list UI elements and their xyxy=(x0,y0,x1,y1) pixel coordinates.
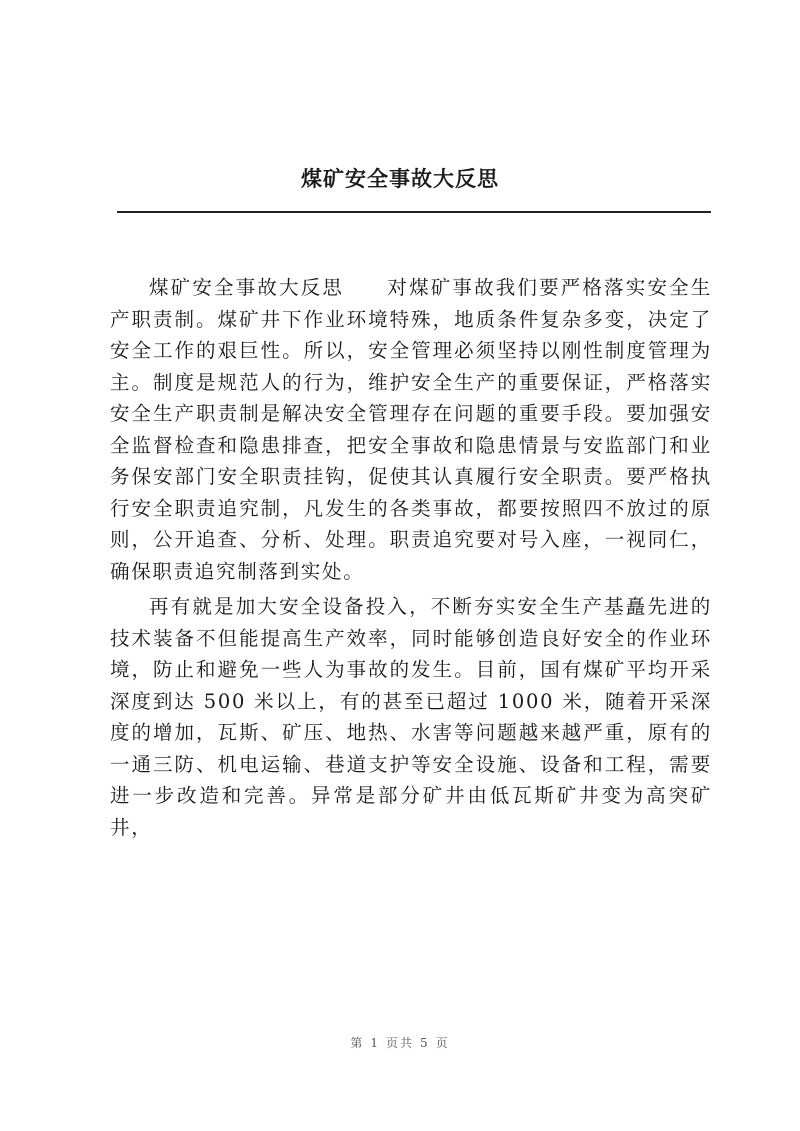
footer-suffix: 页 xyxy=(435,1036,450,1050)
footer-prefix: 第 xyxy=(350,1036,365,1050)
title-underline xyxy=(117,211,711,213)
document-body xyxy=(110,272,712,843)
footer-middle: 页共 xyxy=(385,1036,414,1050)
footer-total-pages: 5 xyxy=(420,1036,430,1050)
document-title: 煤矿安全事故大反思 xyxy=(301,167,499,191)
page-footer xyxy=(0,1034,800,1051)
paragraph-2: 再有就是加大安全设备投入，不断夯实安全生产基矗先进的技术装备不但能提高生产效率，同时能够创造良好安全的作业环境，防止和避免一些人为事故的发生。目前，国有煤矿平均开采深度到达 500 米以上，有的甚至已超过 1000 米，随着开采深度的增加，瓦斯、矿压、地热、水害等问题越来越严重，原有的一通三防、机电运输、巷道支护等安全设施、设备和工程，需要进一步改造和完善。异常是部分矿井由低瓦斯矿井变为高突矿井， xyxy=(110,595,712,839)
paragraph-1: 煤矿安全事故大反思 对煤矿事故我们要严格落实安全生产职责制。煤矿井下作业环境特殊，地质条件复杂多变，决定了安全工作的艰巨性。所以，安全管理必须坚持以刚性制度管理为主。制度是规范人的行为，维护安全生产的重要保证，严格落实安全生产职责制是解决安全管理存在问题的重要手段。要加强安全监督检查和隐患排查，把安全事故和隐患情景与安监部门和业务保安部门安全职责挂钩，促使其认真履行安全职责。要严格执行安全职责追究制，凡发生的各类事故，都要按照四不放过的原则，公开追查、分析、处理。职责追究要对号入座，一视同仁，确保职责追究制落到实处。 xyxy=(110,276,712,583)
footer-current-page: 1 xyxy=(370,1036,380,1050)
